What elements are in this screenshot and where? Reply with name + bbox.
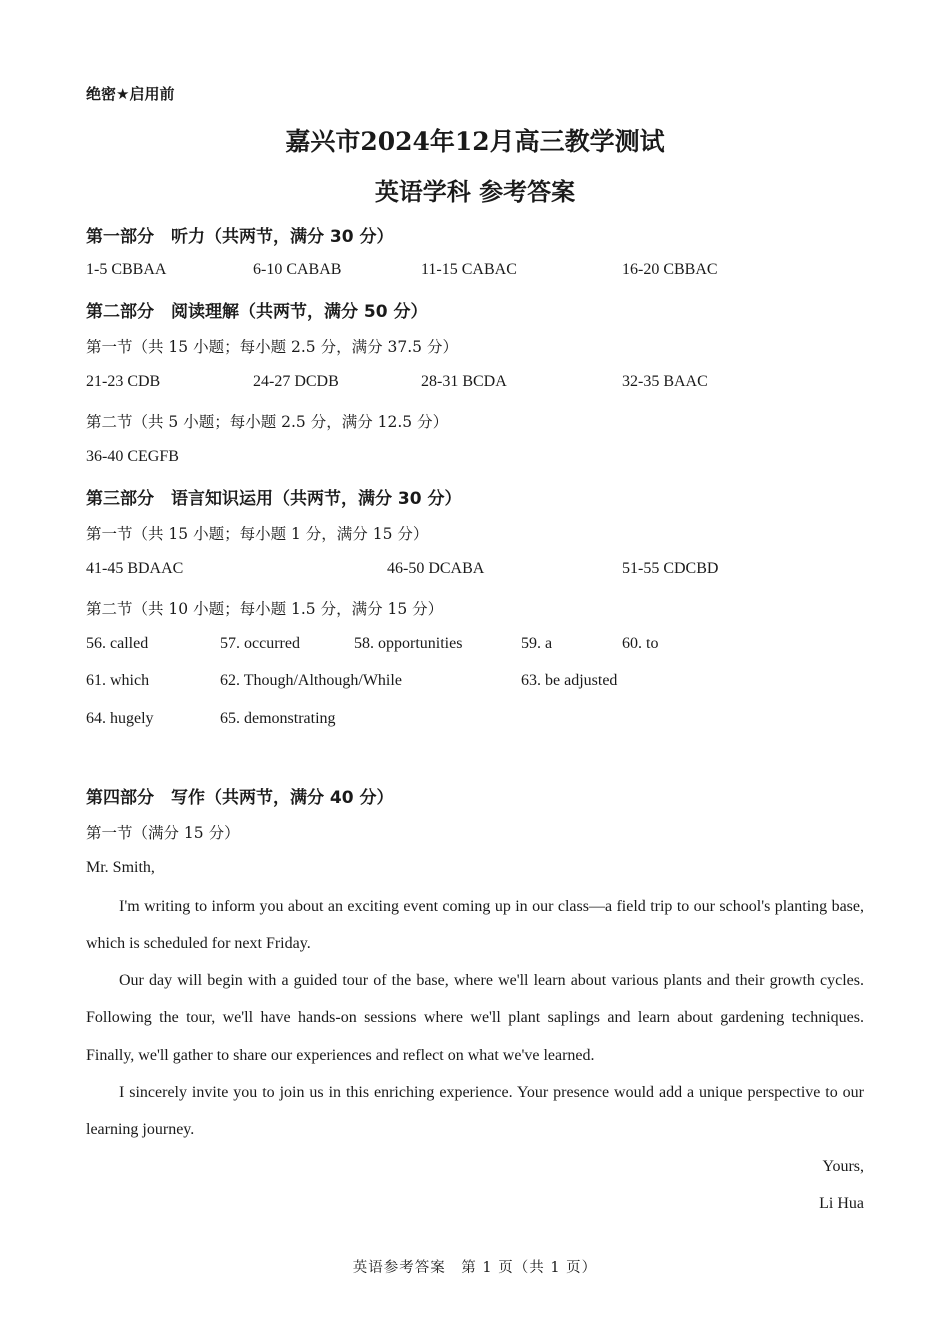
document-subtitle: 英语学科 参考答案: [374, 177, 576, 206]
answer-group: 46-50 DCABA: [387, 560, 485, 577]
part3-heading: 第三部分 语言知识运用（共两节，满分 30 分）: [86, 489, 462, 509]
answer-group: 24-27 DCDB: [253, 373, 339, 390]
answer-group: 21-23 CDB: [86, 373, 161, 390]
answer-item: 58. opportunities: [354, 635, 463, 652]
letter-paragraph: I'm writing to inform you about an exciting event coming up in our class—a field trip to our school's planting base, which is scheduled for next Friday.: [86, 898, 864, 953]
answer-group: 41-45 BDAAC: [86, 560, 184, 577]
answer-item: 57. occurred: [220, 635, 300, 652]
document-title: 嘉兴市2024年12月高三教学测试: [285, 127, 665, 156]
answer-item: 65. demonstrating: [220, 710, 336, 727]
answer-group: 36-40 CEGFB: [86, 448, 179, 465]
answer-item: 60. to: [622, 635, 659, 652]
answer-group: 32-35 BAAC: [622, 373, 708, 390]
answer-group: 51-55 CDCBD: [622, 560, 719, 577]
part3-section1-heading: 第一节（共 15 小题；每小题 1 分，满分 15 分）: [86, 525, 429, 543]
answer-group: 28-31 BCDA: [421, 373, 507, 390]
answer-group: 16-20 CBBAC: [622, 261, 718, 278]
answer-group: 6-10 CABAB: [253, 261, 342, 278]
part4-section1-heading: 第一节（满分 15 分）: [86, 824, 240, 842]
part3-section2-heading: 第二节（共 10 小题；每小题 1.5 分，满分 15 分）: [86, 600, 444, 618]
part4-heading: 第四部分 写作（共两节，满分 40 分）: [86, 788, 394, 808]
answer-item: 59. a: [521, 635, 553, 652]
answer-item: 56. called: [86, 635, 149, 652]
letter-closing: Yours,: [822, 1158, 864, 1175]
confidential-label: 绝密★启用前: [86, 85, 175, 103]
letter-salutation: Mr. Smith,: [86, 859, 155, 876]
answer-item: 64. hugely: [86, 710, 154, 727]
part2-section2-heading: 第二节（共 5 小题；每小题 2.5 分，满分 12.5 分）: [86, 413, 449, 431]
answer-item: 61. which: [86, 672, 150, 689]
part1-heading: 第一部分 听力（共两节，满分 30 分）: [86, 227, 394, 247]
letter-signature: Li Hua: [819, 1195, 864, 1212]
letter-paragraph: Our day will begin with a guided tour of the base, where we'll learn about various plants and their growth cycles. Following the tour, we'll have hands-on sessions where we'll plant saplings and learn about gardening techniques. Finally, we'll gather to share our experiences and reflect on what we've learned.: [86, 972, 864, 1064]
answer-group: 1-5 CBBAA: [86, 261, 167, 278]
part2-heading: 第二部分 阅读理解（共两节，满分 50 分）: [86, 302, 428, 322]
part2-section1-heading: 第一节（共 15 小题；每小题 2.5 分，满分 37.5 分）: [86, 338, 458, 356]
answer-item: 63. be adjusted: [521, 672, 618, 689]
answer-item: 62. Though/Although/While: [220, 672, 402, 689]
letter-paragraph: I sincerely invite you to join us in this enriching experience. Your presence would add a unique perspective to our learning journey.: [86, 1084, 864, 1139]
page-footer: 英语参考答案 第 1 页（共 1 页）: [352, 1260, 598, 1276]
answer-group: 11-15 CABAC: [421, 261, 517, 278]
